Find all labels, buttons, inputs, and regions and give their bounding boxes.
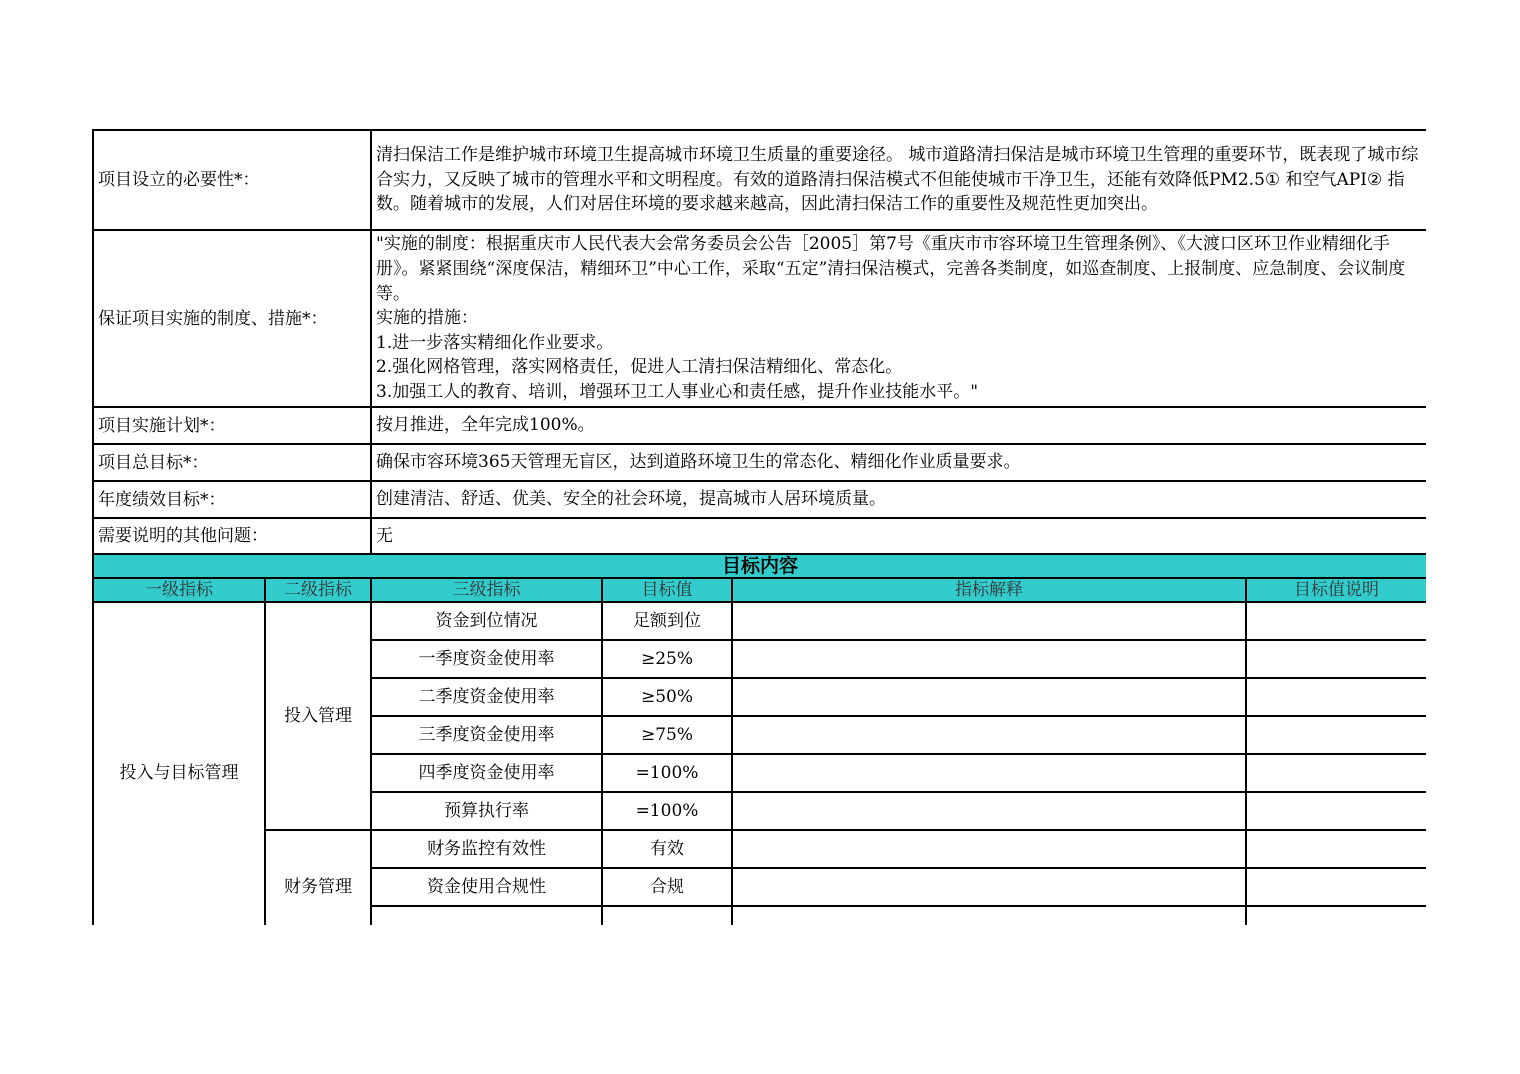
target-note-cell [1246,754,1426,792]
info-row-overall-goal [93,444,1426,481]
target-value-cell: ≥25% [602,640,732,678]
target-value-cell: =100% [602,754,732,792]
info-row-plan [93,407,1426,444]
target-value-cell: =100% [602,792,732,830]
level3-cell: 二季度资金使用率 [371,678,602,716]
info-label: 项目实施计划*： [93,407,371,444]
level3-cell: 三季度资金使用率 [371,716,602,754]
info-content: 无 [371,518,1426,554]
target-note-cell [1246,716,1426,754]
info-label: 项目设立的必要性*： [93,130,371,230]
column-header-target-note: 目标值说明 [1246,578,1426,602]
explanation-cell [732,792,1246,830]
target-note-cell [1246,906,1426,925]
target-note-cell [1246,792,1426,830]
target-title-row [93,554,1426,578]
info-content: 按月推进，全年完成100%。 [371,407,1426,444]
level2-cell: 财务管理 [265,830,371,925]
info-content: 确保市容环境365天管理无盲区，达到道路环境卫生的常态化、精细化作业质量要求。 [371,444,1426,481]
target-value-cell: ≥75% [602,716,732,754]
explanation-cell [732,640,1246,678]
info-label: 项目总目标*： [93,444,371,481]
target-value-cell: 足额到位 [602,602,732,640]
info-label: 需要说明的其他问题： [93,518,371,554]
info-table [92,129,1426,555]
info-row-other-issues [93,518,1426,554]
info-content: 创建清洁、舒适、优美、安全的社会环境，提高城市人居环境质量。 [371,481,1426,518]
target-column-header-row [93,578,1426,602]
explanation-cell [732,678,1246,716]
target-note-cell [1246,868,1426,906]
target-note-cell [1246,830,1426,868]
target-value-cell: ≥50% [602,678,732,716]
level3-cell: 资金到位情况 [371,602,602,640]
level3-cell: 一季度资金使用率 [371,640,602,678]
info-row-measures [93,230,1426,407]
level1-cell: 投入与目标管理 [93,602,265,925]
column-header-explanation: 指标解释 [732,578,1246,602]
info-label: 保证项目实施的制度、措施*： [93,230,371,407]
level3-cell: 预算执行率 [371,792,602,830]
level3-cell: 财务监控有效性 [371,830,602,868]
target-note-cell [1246,602,1426,640]
info-content: "实施的制度：根据重庆市人民代表大会常务委员会公告［2005］第7号《重庆市市容环境卫生管理条例》、《大渡口区环卫作业精细化手册》。紧紧围绕“深度保洁，精细环卫”中心工作，采取“五定”清扫保洁模式，完善各类制度，如巡查制度、上报制度、应急制度、会议制度等。 实施的措施： 1.进一步落实精细化作业要求。 2.强化网格管理，落实网格责任，促进人工清扫保洁精细化、常态化。 3.加强工人的教育、培训，增强环卫工人事业心和责任感，提升作业技能水平。" [371,230,1426,407]
explanation-cell [732,754,1246,792]
info-content: 清扫保洁工作是维护城市环境卫生提高城市环境卫生质量的重要途径。 城市道路清扫保洁是城市环境卫生管理的重要环节，既表现了城市综合实力，又反映了城市的管理水平和文明程度。有效的道路清扫保洁模式不但能使城市干净卫生，还能有效降低PM2.5① 和空气API② 指数。随着城市的发展，人们对居住环境的要求越来越高，因此清扫保洁工作的重要性及规范性更加突出。 [371,130,1426,230]
info-row-annual-goal [93,481,1426,518]
target-section-title: 目标内容 [93,554,1426,578]
table-row [93,830,1426,868]
info-row-necessity [93,130,1426,230]
explanation-cell [732,602,1246,640]
explanation-cell [732,906,1246,925]
level3-cell: 资金使用合规性 [371,868,602,906]
explanation-cell [732,716,1246,754]
column-header-level1: 一级指标 [93,578,265,602]
column-header-level3: 三级指标 [371,578,602,602]
sheet-clip [92,129,1426,925]
table-row [93,602,1426,640]
target-table [92,553,1426,925]
level3-cell: 四季度资金使用率 [371,754,602,792]
explanation-cell [732,868,1246,906]
target-note-cell [1246,640,1426,678]
info-label: 年度绩效目标*： [93,481,371,518]
target-value-cell: 合规 [602,868,732,906]
target-value-cell: 有效 [602,830,732,868]
level3-cell [371,906,602,925]
target-value-cell [602,906,732,925]
column-header-target: 目标值 [602,578,732,602]
target-note-cell [1246,678,1426,716]
column-header-level2: 二级指标 [265,578,371,602]
level2-cell: 投入管理 [265,602,371,830]
explanation-cell [732,830,1246,868]
